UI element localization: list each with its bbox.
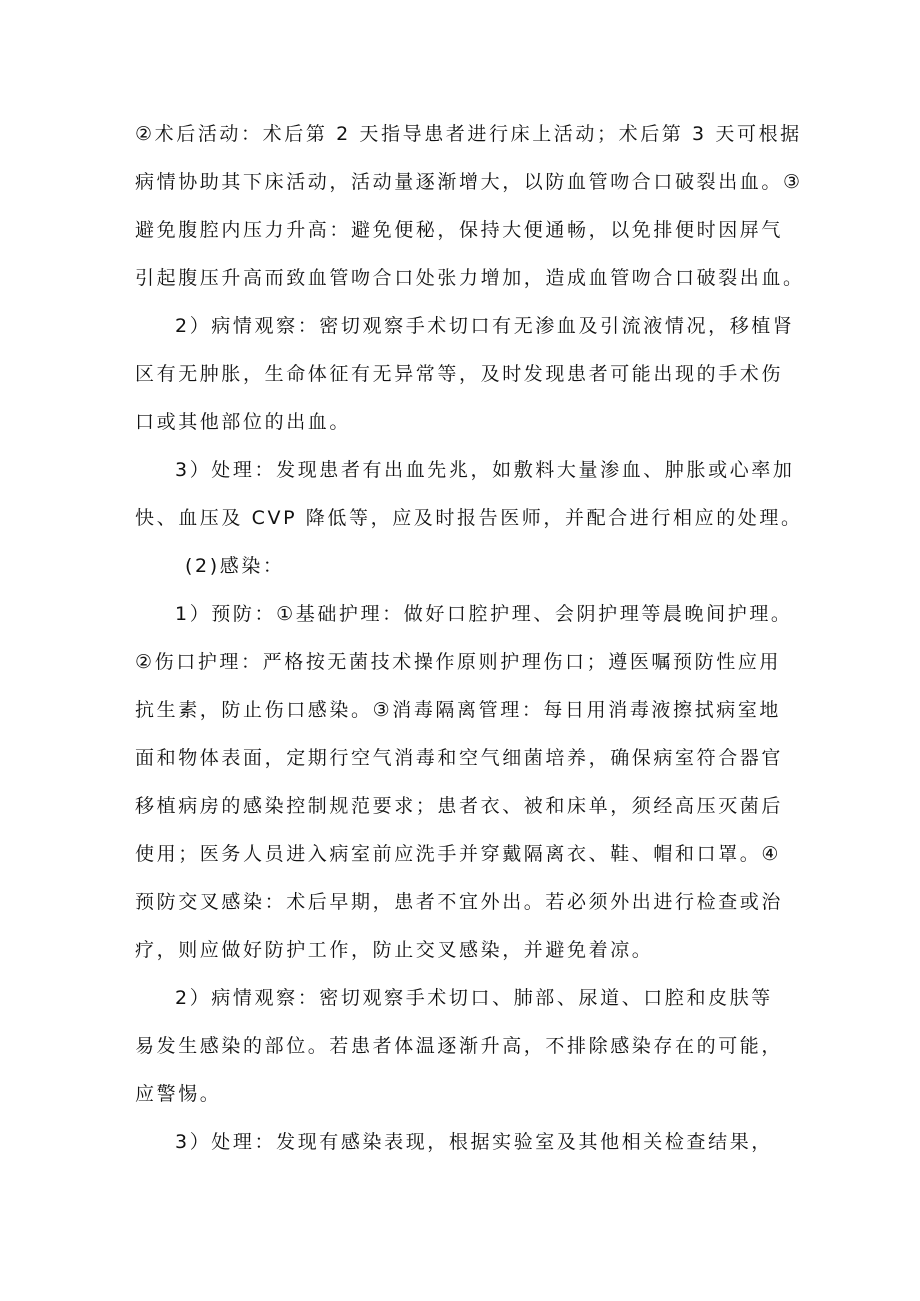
text-line: 疗，则应做好防护工作，防止交叉感染，并避免着凉。: [135, 939, 654, 961]
text-line: 引起腹压升高而致血管吻合口处张力增加，造成血管吻合口破裂出血。: [135, 267, 805, 289]
text-line: 区有无肿胀，生命体征有无异常等，及时发现患者可能出现的手术伤: [135, 363, 784, 385]
text-line: 口或其他部位的出血。: [135, 411, 352, 433]
text-line: 2）病情观察：密切观察手术切口、肺部、尿道、口腔和皮肤等: [175, 987, 773, 1009]
text-line: 面和物体表面，定期行空气消毒和空气细菌培养，确保病室符合器官: [135, 747, 784, 769]
text-line: 1）预防：①基础护理：做好口腔护理、会阴护理等晨晚间护理。: [175, 603, 793, 625]
text-line: 避免腹腔内压力升高：避免便秘，保持大便通畅，以免排便时因屏气: [135, 219, 784, 241]
text-line: 3）处理：发现有感染表现，根据实验室及其他相关检查结果，: [175, 1131, 773, 1153]
text-line: ②伤口护理：严格按无菌技术操作原则护理伤口；遵医嘱预防性应用: [135, 651, 782, 673]
text-line: 易发生感染的部位。若患者体温逐渐升高，不排除感染存在的可能，: [135, 1035, 784, 1057]
text-line: 3）处理：发现患者有出血先兆，如敷料大量渗血、肿胀或心率加: [175, 459, 795, 481]
text-line: 抗生素，防止伤口感染。③消毒隔离管理：每日用消毒液擦拭病室地: [135, 699, 782, 721]
document-body: [135, 112, 805, 1168]
text-line: 2）病情观察：密切观察手术切口有无渗血及引流液情况，移植肾: [175, 315, 795, 337]
text-line: 快、血压及 CVP 降低等，应及时报告医师，并配合进行相应的处理。: [135, 507, 803, 529]
text-line: 应警惕。: [135, 1083, 222, 1105]
text-line: 使用；医务人员进入病室前应洗手并穿戴隔离衣、鞋、帽和口罩。④: [135, 843, 782, 865]
text-line: ②术后活动：术后第 2 天指导患者进行床上活动；术后第 3 天可根据: [135, 123, 802, 145]
text-line: 病情协助其下床活动，活动量逐渐增大，以防血管吻合口破裂出血。③: [135, 171, 803, 193]
text-line: 预防交叉感染：术后早期，患者不宜外出。若必须外出进行检查或治: [135, 891, 784, 913]
section-heading: (2)感染：: [185, 555, 285, 577]
text-line: 移植病房的感染控制规范要求；患者衣、被和床单，须经高压灭菌后: [135, 795, 784, 817]
